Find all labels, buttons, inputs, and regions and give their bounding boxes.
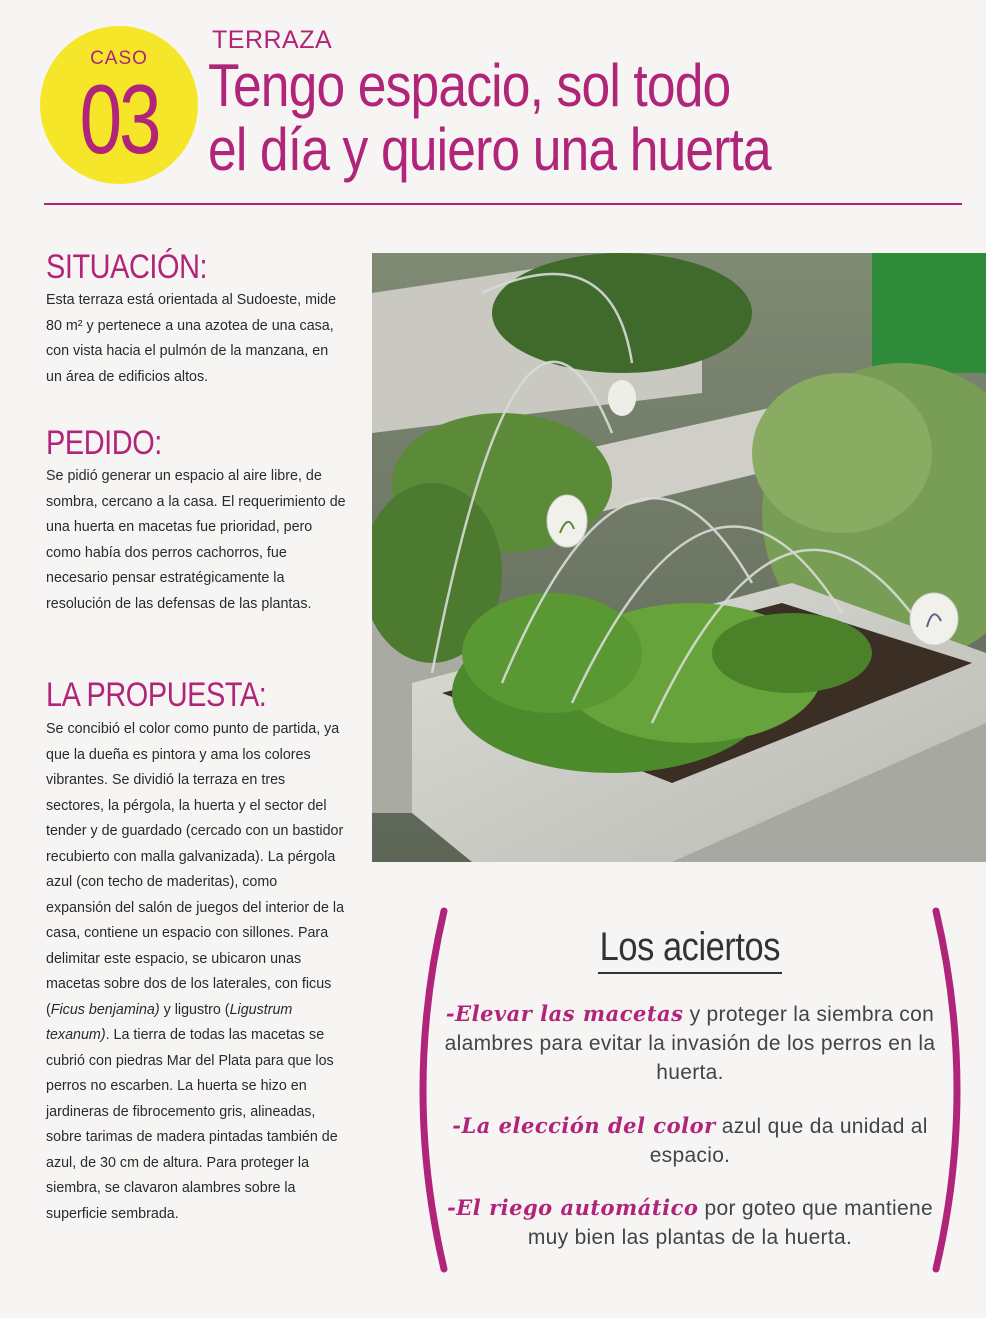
- acierto-item: -El riego automático por goteo que mantiene muy bien las plantas de la huerta.: [447, 1195, 933, 1249]
- section-kicker: TERRAZA: [212, 26, 333, 54]
- page-title: [208, 54, 862, 182]
- acierto-item: -Elevar las macetas y proteger la siembra con alambres para evitar la invasión de los perros en la huerta.: [444, 1001, 936, 1084]
- title-line-1: Tengo espacio, sol todo: [208, 52, 731, 119]
- propuesta-text-c: . La tierra de todas las macetas se cubrió con piedras Mar del Plata para que los perros no escarben. La huerta se hizo en jardineras de fibrocemento gris, alineadas, sobre tarimas de madera pintadas también de azul, de 30 cm de altura. Para proteger la siembra, se clavaron alambres sobre la superficie sembrada.: [46, 1027, 338, 1222]
- propuesta-text-b: y ligustro (: [159, 1001, 230, 1018]
- aciertos-title: Los aciertos: [410, 925, 970, 974]
- situacion-text: Esta terraza está orientada al Sudoeste, mide 80 m² y pertenece a una azotea de una casa, con vista hacia el pulmón de la manzana, en un área de edificios altos.: [46, 292, 337, 385]
- case-badge: [40, 26, 198, 184]
- case-label: CASO: [90, 48, 148, 69]
- pedido-heading: PEDIDO:: [46, 424, 162, 462]
- pedido-text: Se pidió generar un espacio al aire libre, de sombra, cercano a la casa. El requerimiento de una huerta en macetas fue prioridad, pero como había dos perros cachorros, fue necesario pensar estratégicamente la resolución de las defensas de las plantas.: [46, 468, 346, 612]
- planter-photo: [372, 253, 986, 862]
- title-line-2: el día y quiero una huerta: [208, 116, 771, 183]
- propuesta-text-a: Se concibió el color como punto de partida, ya que la dueña es pintora y ama los colores vibrantes. Se dividió la terraza en tres sectores, la pérgola, la huerta y el sector del tender y de guardado (cercado con un bastidor recubierto con malla galvanizada). La pérgola azul (con techo de maderitas), como expansión del salón de juegos del interior de la casa, contiene un espacio con sillones. Para delimitar este espacio, se ubicaron unas macetas sobre dos de los laterales, con ficus (: [46, 721, 345, 1018]
- propuesta-text: [46, 717, 346, 1227]
- case-number: 03: [79, 64, 159, 174]
- header-divider: [44, 203, 962, 205]
- planter-photo-illustration: [372, 253, 986, 862]
- propuesta-heading: LA PROPUESTA:: [46, 676, 267, 714]
- ligustro-latin-name: Ligustrum texanum): [46, 1001, 293, 1043]
- acierto-item: -La elección del color azul que da unidad al espacio.: [452, 1113, 928, 1167]
- ficus-latin-name: Ficus benjamina): [50, 1001, 160, 1018]
- situacion-heading: SITUACIÓN:: [46, 248, 208, 286]
- aciertos-box: [410, 905, 970, 1275]
